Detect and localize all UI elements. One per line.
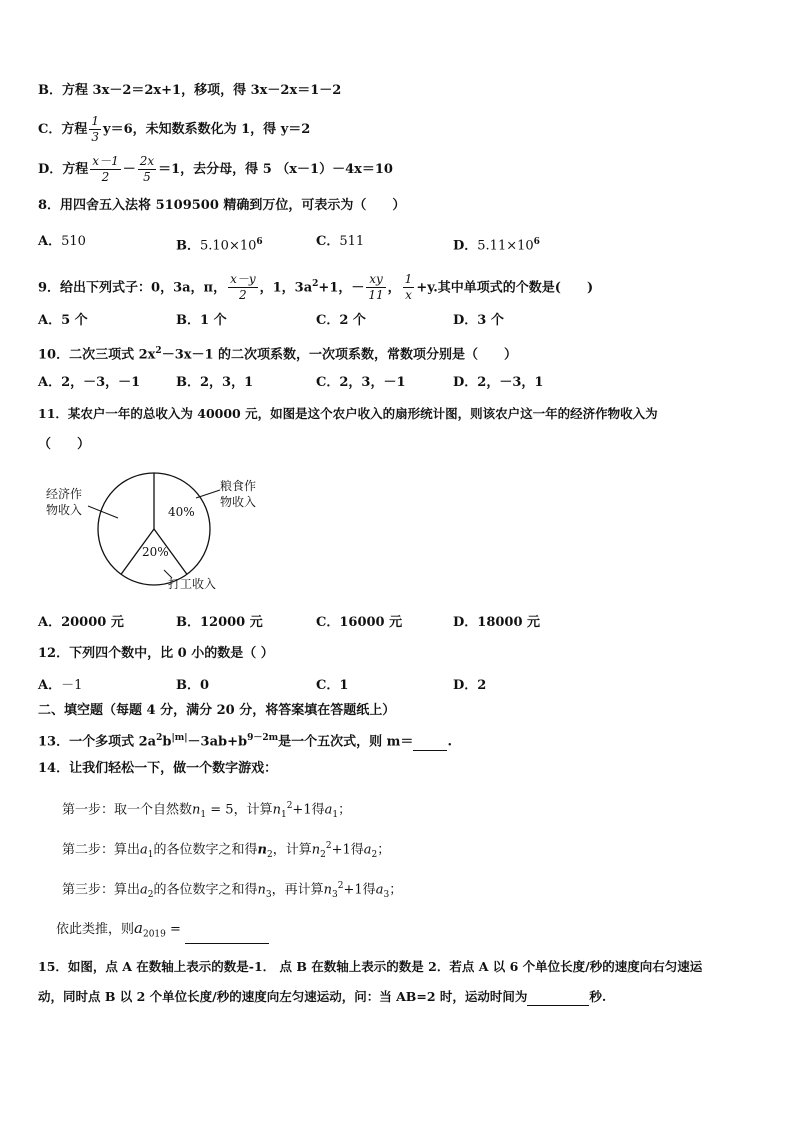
q12-option-b: B．0 xyxy=(176,678,210,693)
fraction: $\frac{1}{x}$ xyxy=(404,272,413,303)
q15-line-1: 15．如图，点 A 在数轴上表示的数是-1． 点 B 在数轴上表示的数是 2．若点 A 以 6 个单位长度/秒的速度向右匀速运 xyxy=(38,959,703,974)
q13-answer-blank[interactable] xyxy=(413,736,447,751)
option-letter: B． xyxy=(38,83,62,98)
q12-option-d: D．2 xyxy=(453,678,487,693)
q11-option-a: A．20000 元 xyxy=(38,615,124,630)
pie-slice-label-work: 20% xyxy=(142,545,169,559)
q9-option-d: D．3 个 xyxy=(453,313,504,328)
q14-final: 依此类推，则$a_{2019}$ = xyxy=(56,919,269,944)
q12-stem: 12．下列四个数中，比 0 小的数是（ ） xyxy=(38,646,274,661)
q10-stem: 10．二次三项式 $2x^2-3x-1$ 的二次项系数，一次项系数，常数项分别是（ ） xyxy=(38,346,518,363)
q8-option-a: A．510 xyxy=(38,234,86,249)
q14-answer-blank[interactable] xyxy=(185,929,269,944)
q14-step-3: 第三步：算出$a_2$的各位数字之和得$n_3$，再计算$n_3^2+1$得$a_3$； xyxy=(62,881,403,900)
option-text: 方程 3x－2＝2x+1，移项，得 3x－2x＝1－2 xyxy=(62,83,342,98)
q14-stem: 14．让我们轻松一下，做一个数字游戏： xyxy=(38,761,278,776)
pie-slice-label-grain: 40% xyxy=(168,505,195,519)
q7-option-b xyxy=(38,82,341,100)
q10-option-c: C．2，3，－1 xyxy=(316,375,406,390)
q11-stem-paren: （ ） xyxy=(38,437,91,452)
option-letter: D． xyxy=(38,162,63,177)
option-text: 方程 xyxy=(61,122,88,137)
q8-option-c: C．511 xyxy=(316,234,365,249)
q8-option-b: B．$5.10\times 10^6$ xyxy=(176,237,263,254)
q14-step-2: 第二步：算出$a_1$的各位数字之和得$n_2$，计算$n_2^2+1$得$a_2$； xyxy=(62,841,391,860)
q12-option-a: A．－1 xyxy=(38,678,83,693)
fraction: $\frac{x-y}{2}$ xyxy=(230,272,256,303)
q12-option-c: C．1 xyxy=(316,678,349,693)
q10-option-b: B．2，3，1 xyxy=(176,375,254,390)
q9-option-a: A．5 个 xyxy=(38,313,88,328)
option-letter: C． xyxy=(38,122,62,137)
q15-answer-blank[interactable] xyxy=(527,991,589,1006)
leader-line-econ xyxy=(88,506,118,518)
q13-stem: 13．一个多项式 $2a^2b^{|m|}-3ab+b^{9-2m}$是一个五次式，则 m＝ . xyxy=(38,733,452,750)
q8-stem: 8．用四舍五入法将 5109500 精确到万位，可表示为（ ） xyxy=(38,198,406,213)
q11-option-b: B．12000 元 xyxy=(176,615,263,630)
q15-line-2: 动，同时点 B 以 2 个单位长度/秒的速度向左匀速运动，问：当 AB=2 时，运动时间为 秒. xyxy=(38,989,607,1004)
pie-label-econ: 经济作 物收入 xyxy=(46,487,83,517)
pie-label-grain: 粮食作 物收入 xyxy=(220,479,257,509)
pie-label-work: 打工收入 xyxy=(168,577,217,591)
q7-option-d: D．方程 $\frac{x-1}{2}$ － $\frac{2x}{5}$ ＝1，去分母，得 5 （x－1）－4x＝10 xyxy=(38,154,393,184)
q9-stem: 9．给出下列式子：0，3a，π， $\frac{x-y}{2}$ ，1，$3a^2+1$，－ $\frac{xy}{11}$ ， $\frac{1}{x}$ +y.其中单项式的个数是( ) xyxy=(38,272,594,303)
q14-step-1: 第一步：取一个自然数$n_1 = 5$，计算$n_1^2+1$得$a_1$； xyxy=(62,801,352,820)
q7-option-c xyxy=(38,112,310,148)
q8-option-d: D．$5.11\times 10^6$ xyxy=(453,237,540,254)
q10-option-d: D．2，－3，1 xyxy=(453,375,544,390)
section-fill-in-title: 二、填空题（每题 4 分，满分 20 分，将答案填在答题纸上） xyxy=(38,703,396,718)
option-text: ＝1，去分母，得 5 （x－1）－4x＝10 xyxy=(158,162,393,177)
fraction: $\frac{xy}{11}$ xyxy=(368,272,384,303)
pie-chart xyxy=(40,466,280,596)
q11-option-c: C．16000 元 xyxy=(316,615,403,630)
q10-option-a: A．2，－3，－1 xyxy=(38,375,141,390)
q11-stem: 11．某农户一年的总收入为 40000 元，如图是这个农户收入的扇形统计图，则该农户这一年的经济作物收入为 xyxy=(38,406,658,421)
q9-option-b: B．1 个 xyxy=(176,313,227,328)
option-text: 方程 xyxy=(62,162,89,177)
q9-option-c: C．2 个 xyxy=(316,313,366,328)
fraction: $\frac{1}{3}$ xyxy=(91,114,100,144)
fraction: $\frac{2x}{5}$ xyxy=(139,154,155,184)
option-text: y＝6，未知数系数化为 1，得 y＝2 xyxy=(103,122,311,137)
leader-line-grain xyxy=(196,490,220,498)
q11-option-d: D．18000 元 xyxy=(453,615,541,630)
fraction: $\frac{x-1}{2}$ xyxy=(92,154,119,184)
